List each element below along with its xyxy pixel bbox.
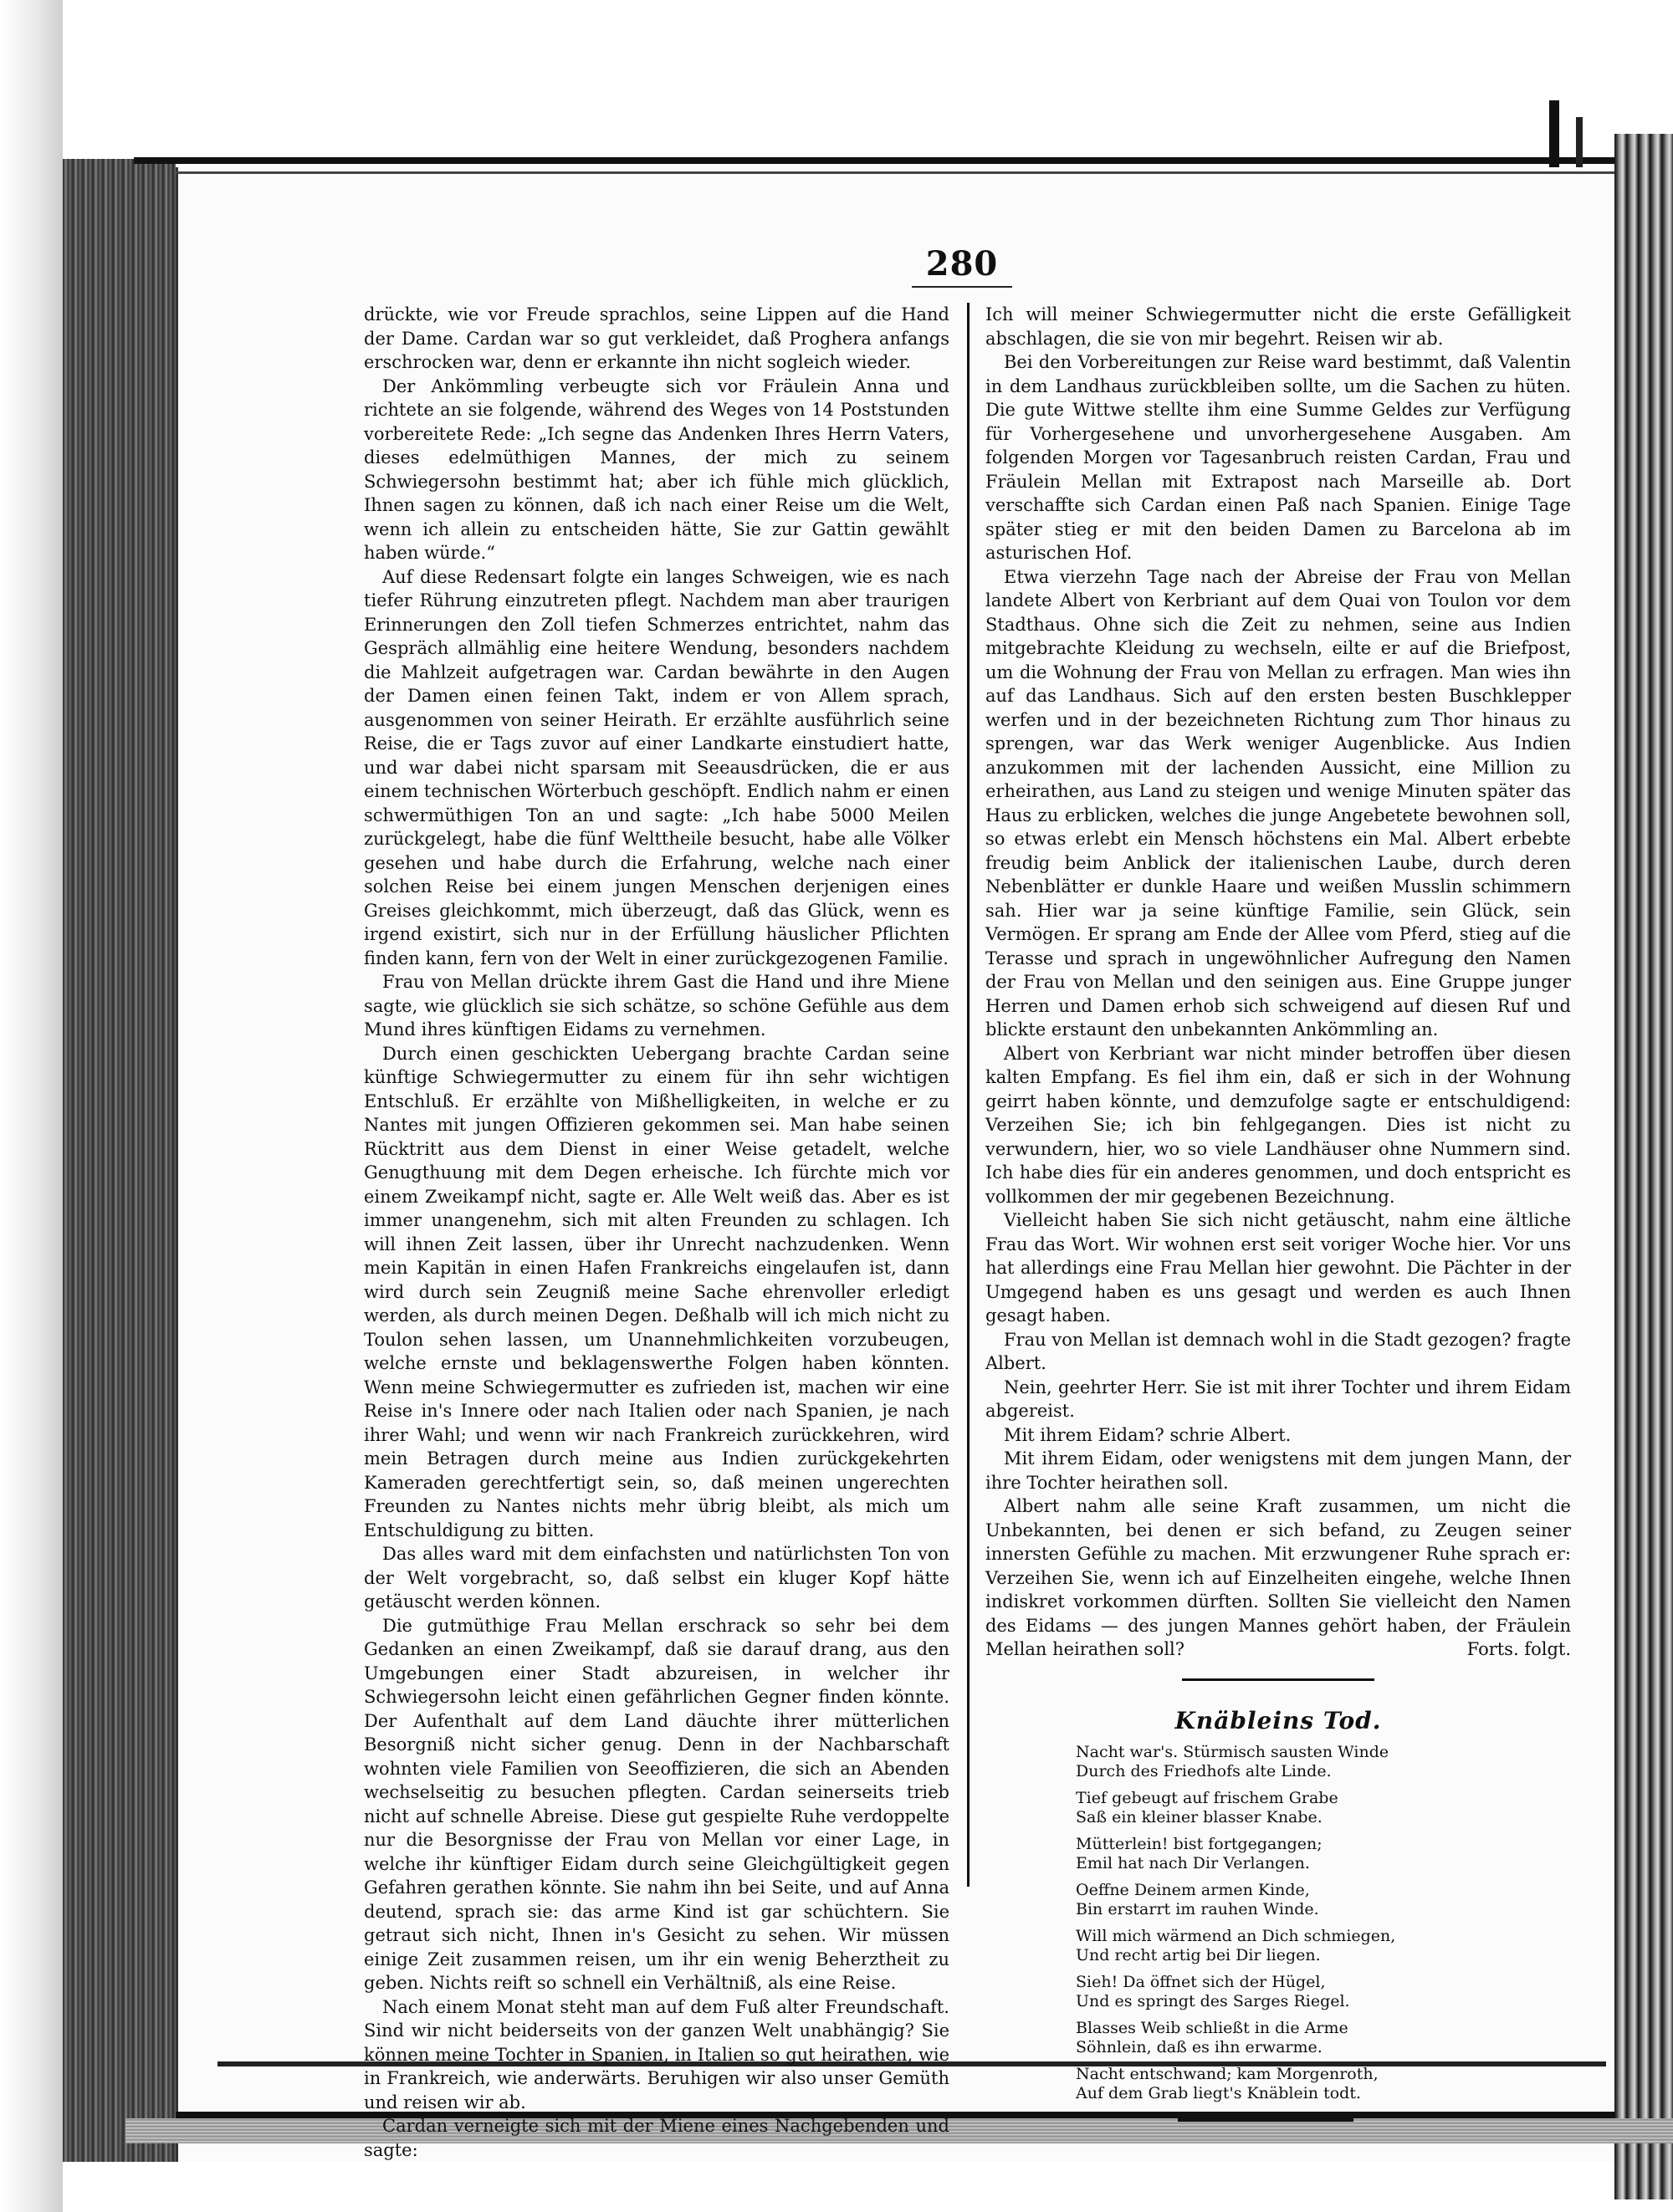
page-number: 280 [925,244,999,284]
paragraph: Durch einen geschickten Uebergang brachte Cardan seine künftige Schwiegermutter zu einem für ihn sehr wichtigen Entschluß. Er erzählte von Mißhelligkeiten, in welche er zu Nantes mit jungen Offizieren gekommen sei. Man habe seinen Rücktritt aus dem Dienst in einer Weise getadelt, welche Genugthuung mit dem Degen erheische. Ich fürchte mich vor einem Zweikampf nicht, sagte er. Alle Welt weiß das. Aber es ist immer unangenehm, sich mit alten Freunden zu schlagen. Ich will ihnen Zeit lassen, über ihr Unrecht nachzudenken. Wenn mein Kapitän in einen Hafen Frankreichs eingelaufen ist, dann wird durch sein Zeugniß meine Sache ehrenvoller erledigt werden, als durch meinen Degen. Deßhalb will ich mich nicht zu Toulon sehen lassen, um Unannehmlichkeiten vorzubeugen, welche ernste und beklagenswerthe Folgen haben könnten. Wenn meine Schwiegermutter es zufrieden ist, machen wir eine Reise in's Innere oder nach Italien oder nach Spanien, je nach ihrer Wahl; und wenn wir nach Frankreich zurückkehren, wird mein Betragen durch meine aus Indien zurückgekehrten Kameraden gerechtfertigt sein, so, daß meinen ungerechten Freunden zu Nantes nichts mehr übrig bleibt, als mich um Entschuldigung zu bitten. [364,1043,949,1540]
poem-line: Und recht artig bei Dir liegen. [1076,1946,1321,1964]
paragraph: Frau von Mellan ist demnach wohl in die Stadt gezogen? fragte Albert. [985,1329,1571,1373]
paragraph: Das alles ward mit dem einfachsten und natürlichsten Ton von der Welt vorgebracht, so, daß selbst ein kluger Kopf hätte getäuscht werden können. [364,1544,949,1612]
paragraph: Der Ankömmling verbeugte sich vor Fräulein Anna und richtete an sie folgende, während des Weges von 14 Poststunden vorbereitete Rede: „Ich segne das Andenken Ihres Herrn Vaters, dieses edelmüthigen Mannes, der mich zu seinem Schwiegersohn bestimmt hat; aber ich fühle mich glücklich, Ihnen sagen zu können, daß ich nach einer Reise um die Welt, wenn ich allein zu entscheiden hätte, Sie zur Gattin gewählt haben würde.“ [364,375,949,563]
paragraph: Frau von Mellan drückte ihrem Gast die Hand und ihre Miene sagte, wie glücklich sie sich schätze, so schöne Gefühle aus dem Mund ihres künftigen Eidams zu vernehmen. [364,972,949,1040]
poem-line: Emil hat nach Dir Verlangen. [1076,1854,1310,1872]
poem-line: Tief gebeugt auf frischem Grabe [1076,1789,1338,1807]
continuation-note: Forts. folgt. [1466,1639,1571,1659]
paragraph: Ich will meiner Schwiegermutter nicht die erste Gefälligkeit abschlagen, die sie von mir begehrt. Reisen wir ab. [985,304,1571,349]
poem-line: Will mich wärmend an Dich schmiegen, [1076,1927,1396,1945]
poem-line: Sieh! Da öffnet sich der Hügel, [1076,1973,1326,1991]
book-page-edges [63,159,176,2162]
page-number-underline [912,286,1012,288]
poem-line: Blasses Weib schließt in die Arme [1076,2019,1348,2037]
paragraph: Nein, geehrter Herr. Sie ist mit ihrer Tochter und ihrem Eidam abgereist. [985,1377,1571,1421]
poem-stanza [1076,1973,1571,2011]
poem-stanza [1076,2065,1571,2103]
paragraph: Mit ihrem Eidam? schrie Albert. [1004,1424,1292,1445]
paragraph [985,1494,1571,1662]
book-right-edge [1614,134,1673,2199]
poem-line: Saß ein kleiner blasser Knabe. [1076,1808,1323,1826]
paragraph: Albert von Kerbriant war nicht minder betroffen über diesen kalten Empfang. Es fiel ihm ein, daß er sich in der Wohnung geirrt haben könnte, und demzufolge sagte er entschuldigend: Verzeihen Sie; ich bin fehlgegangen. Dies ist nicht zu verwundern, hier, wo so viele Landhäuser ohne Nummern sind. Ich habe dies für ein anderes genommen, und doch entspricht es vollkommen der mir gegebenen Bezeichnung. [985,1043,1571,1207]
poem-line: Nacht war's. Stürmisch sausten Winde [1076,1743,1389,1761]
left-column [364,303,949,2162]
column-divider [967,303,970,1887]
poem-stanza [1076,2019,1571,2057]
poem-line: Durch des Friedhofs alte Linde. [1076,1762,1332,1780]
scan-artifact-bar [1549,100,1559,167]
paragraph: Die gutmüthige Frau Mellan erschrack so sehr bei dem Gedanken an einen Zweikampf, daß sie darauf drang, aus den Umgebungen einer Stadt abzureisen, in welcher ihr Schwiegersohn leicht einen gefährlichen Gegner finden könnte. Der Aufenthalt auf dem Land däuchte ihrer mütterlichen Besorgniß nicht sicher genug. Denn in der Nachbarschaft wohnten viele Familien von Seeoffizieren, die sich an Abenden wechselseitig zu besuchen pflegten. Cardan seinerseits trieb nicht auf schnelle Abreise. Diese gut gespielte Ruhe verdoppelte nur die Besorgnisse der Frau von Mellan vor einer Lage, in welche ihr künftiger Eidam durch seine Gleichgültigkeit gegen Gefahren gerathen könnte. Sie nahm ihn bei Seite, und auf Anna deutend, sprach sie: das arme Kind ist gar schüchtern. Sie getraut sich nicht, Ihnen in's Gesicht zu sehen. Wir müssen einige Zeit zusammen reisen, um ihr ein wenig Beherztheit zu geben. Nichts reift so schnell ein Verhältniß, als eine Reise. [364,1615,949,1993]
poem-stanza [1076,1927,1571,1965]
poem-line: Bin erstarrt im rauhen Winde. [1076,1900,1319,1918]
poem-stanza [1076,1881,1571,1919]
poem-top-rule [1182,1678,1374,1681]
poem-title: Knäbleins Tod. [1174,1706,1382,1734]
poem-end-rule [1178,2118,1353,2122]
paragraph-text: Albert nahm alle seine Kraft zusammen, um nicht die Unbekannten, bei denen er sich befand, zu Zeugen seiner innersten Gefühle zu machen. Mit erzwungener Ruhe sprach er: Verzeihen Sie, wenn ich auf Einzelheiten eingehe, welche Ihnen indiskret vorkommen dürften. Sollten Sie vielleicht den Namen des Eidams — des jungen Mannes gehört haben, der Fräulein Mellan heirathen soll? [985,1496,1571,1659]
poem-line: Oeffne Deinem armen Kinde, [1076,1881,1310,1899]
poem-stanza [1076,1789,1571,1827]
paragraph: Auf diese Redensart folgte ein langes Schweigen, wie es nach tiefer Rührung einzutreten pflegt. Nachdem man aber traurigen Erinnerungen den Zoll tiefen Schmerzes entrichtet, nahm das Gespräch allmählig eine heitere Wendung, besonders nachdem die Mahlzeit aufgetragen war. Cardan bewährte in den Augen der Damen einen feinen Takt, indem er von Allem sprach, ausgenommen von seiner Heirath. Er erzählte ausführlich seine Reise, die er Tags zuvor auf einer Landkarte einstudiert hatte, und war dabei nicht sparsam mit Seeausdrücken, die er aus einem technischen Wörterbuch geschöpft. Endlich nahm er einen schwermüthigen Ton an und sagte: „Ich habe 5000 Meilen zurückgelegt, habe die fünf Welttheile besucht, habe alle Völker gesehen und habe durch die Erfahrung, welche nach einer solchen Reise bei einem jungen Menschen derjenigen eines Greises gleichkommt, mich überzeugt, daß das Glück, wenn es irgend existirt, sich nur in der Erfüllung häuslicher Pflichten finden kann, fern von der Welt in einer zurückgezogenen Familie. [364,566,949,968]
right-column [985,303,1571,2122]
paragraph: Bei den Vorbereitungen zur Reise ward bestimmt, daß Valentin in dem Landhaus zurückbleiben sollte, um die Sachen zu hüten. Die gute Wittwe stellte ihm eine Summe Geldes zur Verfügung für Vorhergesehene und unvorhergesehene Ausgaben. Am folgenden Morgen vor Tagesanbruch reisten Cardan, Frau und Fräulein Mellan mit Extrapost nach Marseille ab. Dort verschaffte sich Cardan einen Paß nach Spanien. Einige Tage später stieg er mit den beiden Damen zu Barcelona ab im asturischen Hof. [985,352,1571,563]
paragraph: Cardan verneigte sich mit der Miene eines Nachgebenden und sagte: [364,2116,949,2160]
poem-line: Söhnlein, daß es ihn erwarme. [1076,2038,1323,2056]
scan-artifact-bar [1576,117,1583,167]
poem-stanza [1076,1743,1571,1781]
paragraph: Nach einem Monat steht man auf dem Fuß alter Freundschaft. Sind wir nicht beiderseits von der ganzen Welt unabhängig? Sie können meine Tochter in Spanien, in Italien so gut heirathen, wie in Frankreich, wie anderwärts. Beruhigen wir also unser Gemüth und reisen wir ab. [364,1996,949,2112]
top-border-rule [134,157,1614,164]
poem [1076,1743,1571,2103]
paragraph: drückte, wie vor Freude sprachlos, seine Lippen auf die Hand der Dame. Cardan war so gut verkleidet, daß Proghera anfangs erschrocken war, denn er erkannte ihn nicht sogleich wieder. [364,304,949,372]
paragraph: Etwa vierzehn Tage nach der Abreise der Frau von Mellan landete Albert von Kerbriant auf dem Quai von Toulon vor dem Stadthaus. Ohne sich die Zeit zu nehmen, seine aus Indien mitgebrachte Kleidung zu wechseln, eilte er auf die Briefpost, um die Wohnung der Frau von Mellan zu erfragen. Man wies ihn auf das Landhaus. Sich auf den ersten besten Buschklepper werfen und in der bezeichneten Richtung zum Thor hinaus zu sprengen, war das Werk weniger Augenblicke. Aus Indien anzukommen mit der lachenden Aussicht, eine Million zu erheirathen, aus Land zu steigen und wenige Minuten später das Haus zu erblicken, welches die junge Angebetete bewohnen soll, so etwas erlebt ein Mensch höchstens ein Mal. Albert erbebte freudig beim Anblick der italienischen Laube, durch deren Nebenblätter er dunkle Haare und weißen Musslin schimmern sah. Hier war ja seine künftige Familie, sein Glück, sein Vermögen. Er sprang am Ende der Allee vom Pferd, stieg auf die Terasse und sprach in ungewöhnlicher Aufregung den Namen der Frau von Mellan und den seinigen aus. Eine Gruppe junger Herren und Damen erhob sich schweigend auf diesen Ruf und blickte erstaunt den unbekannten Ankömmling an. [985,566,1571,1040]
poem-line: Nacht entschwand; kam Morgenroth, [1076,2065,1379,2083]
poem-line: Auf dem Grab liegt's Knäblein todt. [1076,2084,1361,2102]
poem-stanza [1076,1835,1571,1873]
top-border-rule-thin [176,171,1614,174]
paragraph: Mit ihrem Eidam, oder wenigstens mit dem jungen Mann, der ihre Tochter heirathen soll. [985,1448,1571,1493]
paragraph: Vielleicht haben Sie sich nicht getäuscht, nahm eine ältliche Frau das Wort. Wir wohnen erst seit voriger Woche hier. Vor uns hat allerdings eine Frau Mellan hier gewohnt. Die Pächter in der Umgegend haben es uns gesagt und werden es auch Ihnen gesagt haben. [985,1210,1571,1326]
poem-line: Mütterlein! bist fortgegangen; [1076,1835,1323,1853]
scan-background-left [0,0,63,2212]
poem-line: Und es springt des Sarges Riegel. [1076,1992,1350,2010]
